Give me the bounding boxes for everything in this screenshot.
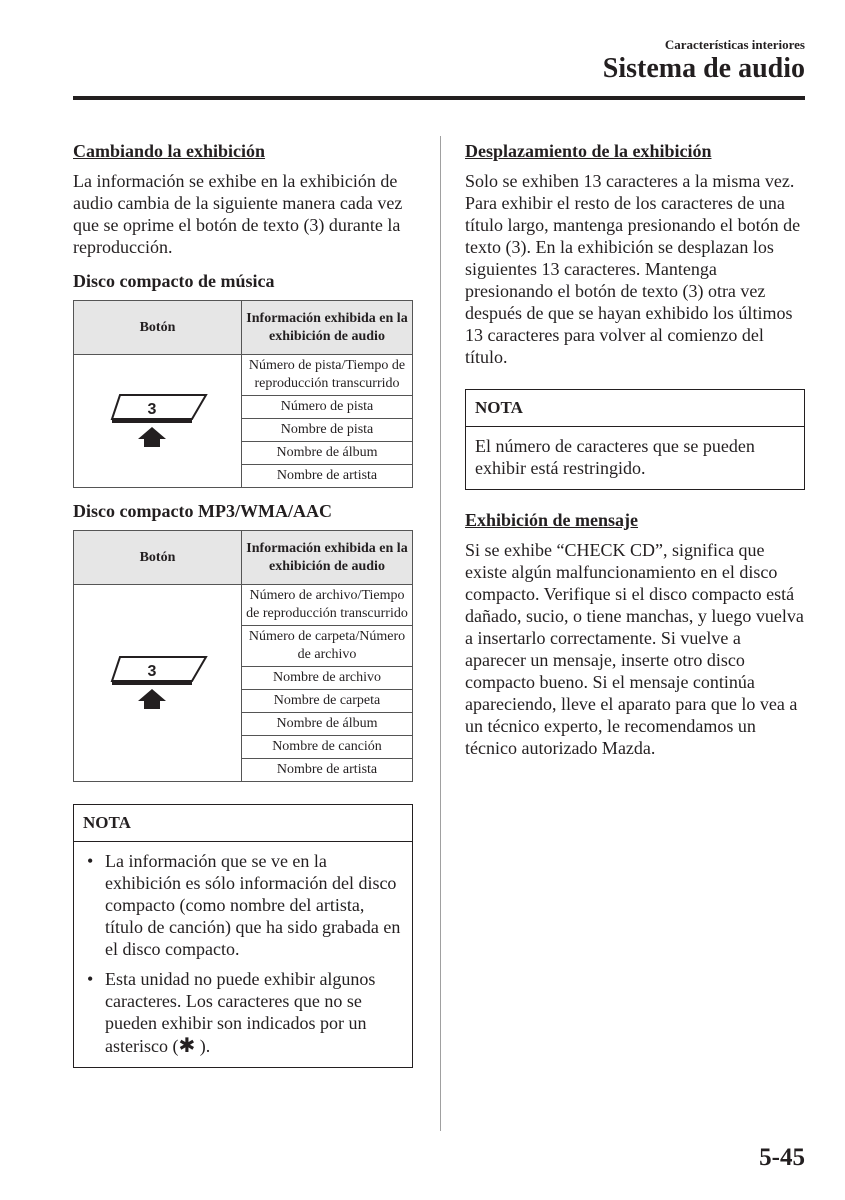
list-item (83, 968, 403, 1057)
nota-box-right (465, 389, 805, 490)
table1-title: Disco compacto de música (73, 271, 275, 291)
table2-title: Disco compacto MP3/WMA/AAC (73, 501, 332, 521)
display-change-text: La información se exhibe en la exhibición de audio cambia de la siguiente manera cada vez que se oprime el botón de texto (3) durante la reproducción. (73, 171, 403, 257)
page-number: 5-45 (759, 1144, 805, 1171)
bullet-icon: • (87, 851, 94, 871)
table-cell: Número de archivo/Tiempo de reproducción transcurrido (242, 585, 413, 626)
message-heading: Exhibición de mensaje (465, 510, 639, 530)
list-item (83, 850, 403, 960)
table-cell: Nombre de álbum (242, 442, 413, 465)
asterisk-icon: ✱ (178, 1033, 196, 1057)
left-column (73, 139, 413, 1068)
column-divider (440, 136, 441, 1131)
table-cell: Número de carpeta/Número de archivo (242, 626, 413, 667)
message-text: Si se exhibe “CHECK CD”, significa que existe algún malfuncionamiento en el disco compacto. Verifique si el disco compacto está dañado, sucio, o tiene manchas, y luego vuelva a insertarlo correctamente. Si vuelve a aparecer un mensaje, inserte otro disco compacto bueno. Si el mensaje continúa apareciendo, lleve el aparato para que lo vea a un técnico experto, le recomendamos un técnico autorizado Mazda. (465, 540, 804, 758)
nota-text: El número de caracteres que se pueden exhibir está restringido. (475, 436, 755, 478)
column-header-info: Información exhibida en la exhibición de audio (242, 531, 413, 585)
button-number: 3 (147, 663, 156, 680)
table-cell: Nombre de carpeta (242, 690, 413, 713)
table-header-row (74, 301, 413, 355)
table-cell: Número de pista (242, 396, 413, 419)
button-cell (74, 585, 242, 782)
table-cell: Nombre de artista (242, 759, 413, 782)
table-header-row (74, 531, 413, 585)
column-header-button: Botón (74, 301, 242, 355)
nota-item-text: La información que se ve en la exhibición es sólo información del disco compacto (como nombre del artista, título de canción) que ha sido grabada en el disco compacto. (105, 851, 401, 959)
table-cell: Nombre de pista (242, 419, 413, 442)
table-cell: Nombre de canción (242, 736, 413, 759)
button-number: 3 (147, 401, 156, 418)
display-change-heading: Cambiando la exhibición (73, 141, 266, 161)
nota-box-left (73, 804, 413, 1068)
nota-item-text: Esta unidad no puede exhibir algunos caracteres. Los caracteres que no se pueden exhibir son indicados por un asterisco ( (105, 969, 376, 1056)
section-label: Características interiores (664, 37, 805, 52)
table-cell: Nombre de archivo (242, 667, 413, 690)
text-button-3-icon (108, 651, 208, 715)
right-column (465, 139, 805, 759)
table-cell: Nombre de artista (242, 465, 413, 488)
nota-body (74, 842, 412, 1067)
text-button-3-icon (108, 389, 208, 453)
nota-item-end: ). (195, 1036, 211, 1056)
nota-label: NOTA (466, 390, 804, 427)
table-cell: Número de pista/Tiempo de reproducción transcurrido (242, 355, 413, 396)
table-row (74, 585, 413, 626)
scroll-text: Solo se exhiben 13 caracteres a la misma vez. Para exhibir el resto de los caracteres de una título largo, mantenga presionando el botón de texto (3). En la exhibición se desplazan los siguientes 13 caracteres. Mantenga presionando el botón de texto (3) otra vez después de que se hayan exhibido los últimos 13 caracteres para volver al comienzo del título. (465, 171, 801, 367)
music-cd-table (73, 300, 413, 488)
page-title: Sistema de audio (602, 53, 805, 84)
bullet-icon: • (87, 969, 94, 989)
mp3-cd-table (73, 530, 413, 782)
nota-label: NOTA (74, 805, 412, 842)
scroll-heading: Desplazamiento de la exhibición (465, 141, 712, 161)
table-row (74, 355, 413, 396)
column-header-info: Información exhibida en la exhibición de audio (242, 301, 413, 355)
header-rule (73, 96, 805, 100)
table-cell: Nombre de álbum (242, 713, 413, 736)
column-header-button: Botón (74, 531, 242, 585)
button-cell (74, 355, 242, 488)
